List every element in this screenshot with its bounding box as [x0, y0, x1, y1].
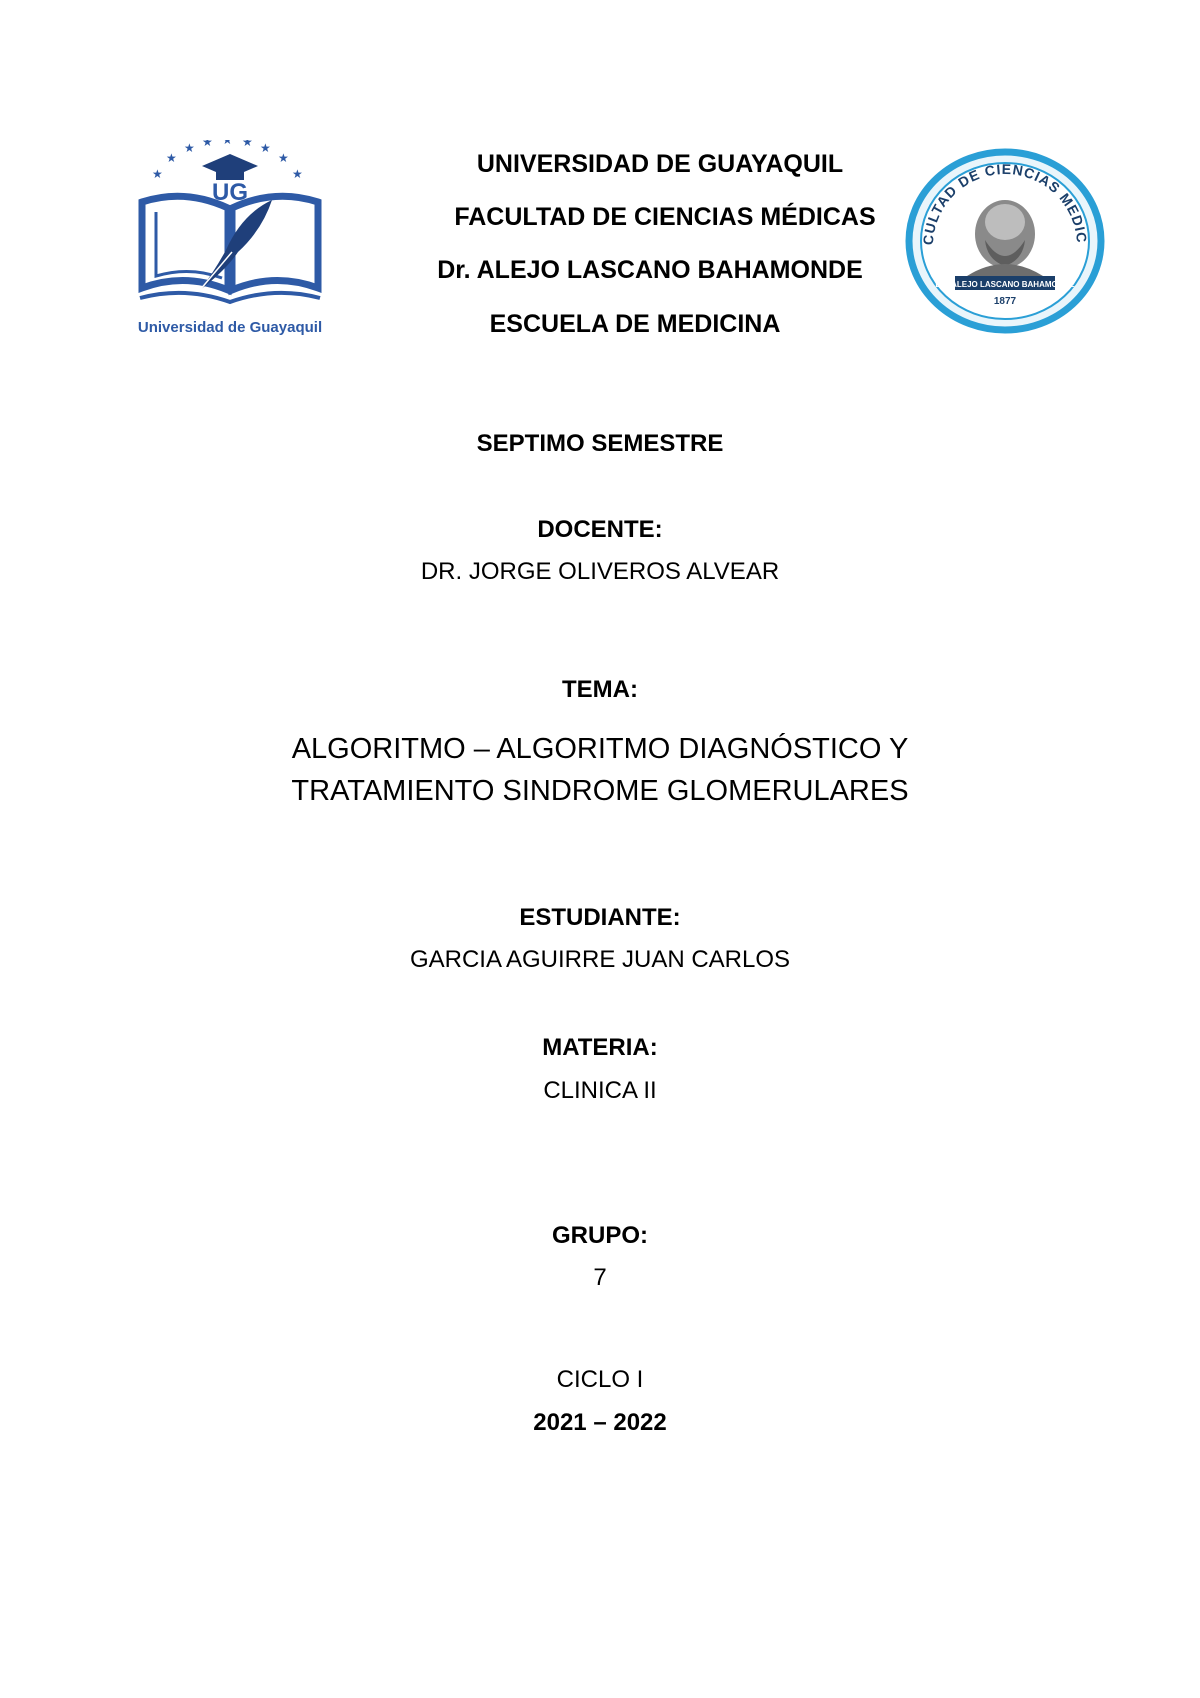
book-quill-icon	[130, 140, 330, 345]
logo-caption: Universidad de Guayaquil	[137, 319, 323, 336]
svg-text:★: ★	[152, 167, 163, 181]
svg-text:FACULTAD DE CIENCIAS MEDICAS: CULTAD DE CIENCIAS MEDIC	[919, 160, 1091, 246]
svg-text:1877: 1877	[993, 296, 1017, 307]
grupo-label: GRUPO:	[552, 1222, 648, 1249]
header-faculty: FACULTAD DE CIENCIAS MÉDICAS	[454, 203, 876, 231]
svg-text:★: ★	[222, 140, 233, 147]
materia-label: MATERIA:	[542, 1034, 658, 1061]
svg-text:DR. ALEJO LASCANO BAHAMONDE: DR. ALEJO LASCANO BAHAMONDE	[935, 280, 1075, 289]
svg-text:★: ★	[278, 151, 289, 165]
svg-text:★: ★	[292, 167, 303, 181]
semester: SEPTIMO SEMESTRE	[476, 430, 724, 457]
tema-label: TEMA:	[562, 676, 638, 703]
header-university: UNIVERSIDAD DE GUAYAQUIL	[476, 150, 844, 178]
facultad-ciencias-medicas-seal	[905, 148, 1105, 334]
estudiante-label: ESTUDIANTE:	[519, 904, 681, 931]
universidad-de-guayaquil-logo	[130, 140, 330, 345]
svg-text:UG: UG	[212, 179, 248, 206]
grupo-value: 7	[593, 1264, 607, 1291]
header-school: ESCUELA DE MEDICINA	[489, 310, 781, 338]
header-faculty-name: Dr. ALEJO LASCANO BAHAMONDE	[437, 256, 863, 284]
tema-line-1: ALGORITMO – ALGORITMO DIAGNÓSTICO Y	[291, 733, 909, 765]
ciclo-label: CICLO I	[556, 1366, 644, 1393]
ciclo-years: 2021 – 2022	[533, 1409, 667, 1436]
materia-value: CLINICA II	[543, 1077, 657, 1104]
seal-icon	[905, 148, 1105, 334]
svg-text:★: ★	[166, 151, 177, 165]
estudiante-value: GARCIA AGUIRRE JUAN CARLOS	[409, 946, 791, 973]
svg-text:★: ★	[242, 140, 253, 149]
svg-text:★: ★	[202, 140, 213, 149]
svg-text:★: ★	[184, 141, 195, 155]
docente-label: DOCENTE:	[537, 516, 663, 543]
svg-text:★: ★	[260, 141, 271, 155]
docente-value: DR. JORGE OLIVEROS ALVEAR	[420, 558, 780, 585]
tema-line-2: TRATAMIENTO SINDROME GLOMERULARES	[291, 775, 909, 807]
